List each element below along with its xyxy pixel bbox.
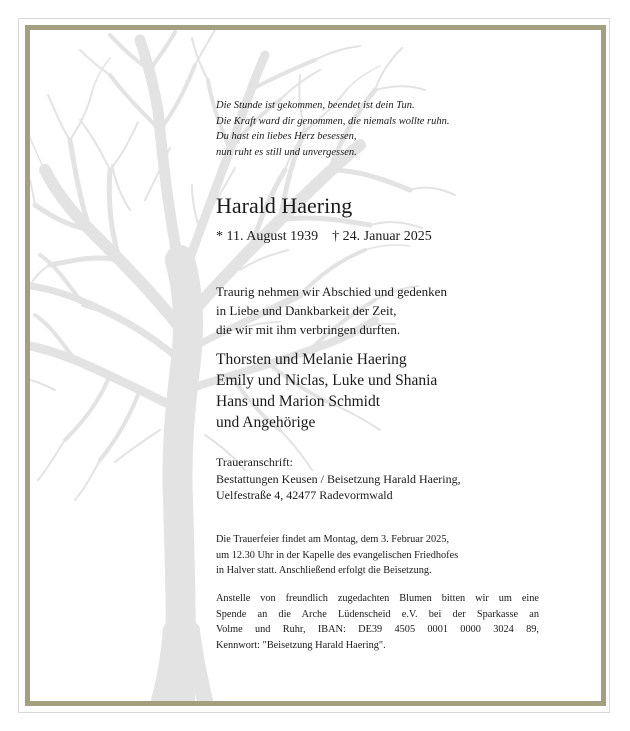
funeral-service-info bbox=[216, 532, 458, 579]
donation-line: Volme und Ruhr, IBAN: DE39 4505 0001 0000 3024 89, bbox=[216, 624, 539, 635]
birth-date: * 11. August 1939 bbox=[216, 229, 319, 244]
mourning-address bbox=[216, 454, 461, 504]
donation-request bbox=[216, 591, 539, 653]
deceased-name: Harald Haering bbox=[216, 193, 353, 218]
donation-line: Kennwort: "Beisetzung Harald Haering". bbox=[216, 639, 386, 651]
service-line: in Halver statt. Anschließend erfolgt die Beisetzung. bbox=[216, 565, 432, 576]
obituary-frame bbox=[25, 25, 606, 706]
death-date: † 24. Januar 2025 bbox=[332, 229, 432, 244]
service-line: um 12.30 Uhr in der Kapelle des evangelischen Friedhofes bbox=[216, 549, 459, 561]
mourner-entry: Emily und Niclas, Luke und Shania bbox=[216, 372, 438, 389]
farewell-line: die wir mit ihm verbringen durften. bbox=[216, 322, 401, 337]
poem-line: Die Kraft ward dir genommen, die niemals wollte ruhn. bbox=[216, 115, 450, 127]
donation-line: Spende an die Arche Lüdenscheid e.V. bei der Sparkasse an bbox=[216, 608, 539, 620]
notice-content bbox=[30, 30, 601, 701]
address-heading: Traueranschrift: bbox=[216, 455, 293, 469]
life-dates bbox=[216, 228, 432, 246]
memorial-poem bbox=[216, 98, 450, 160]
poem-line: Die Stunde ist gekommen, beendet ist dein Tun. bbox=[216, 100, 415, 111]
address-line: Bestattungen Keusen / Beisetzung Harald Haering, bbox=[216, 471, 461, 486]
mourner-entry: Hans und Marion Schmidt bbox=[216, 393, 381, 410]
address-line: Uelfestraße 4, 42477 Radevormwald bbox=[216, 488, 393, 502]
farewell-line: in Liebe und Dankbarkeit der Zeit, bbox=[216, 303, 397, 318]
poem-line: Du hast ein liebes Herz besessen, bbox=[216, 131, 357, 142]
mourners-list bbox=[216, 349, 437, 433]
mourner-entry: und Angehörige bbox=[216, 414, 316, 431]
donation-line: Anstelle von freundlich zugedachten Blumen bitten wir um eine bbox=[216, 593, 539, 604]
mourner-entry: Thorsten und Melanie Haering bbox=[216, 351, 407, 368]
service-line: Die Trauerfeier findet am Montag, dem 3. Februar 2025, bbox=[216, 534, 450, 545]
farewell-line: Traurig nehmen wir Abschied und gedenken bbox=[216, 284, 447, 299]
poem-line: nun ruht es still und unvergessen. bbox=[216, 146, 357, 158]
farewell-text bbox=[216, 282, 447, 339]
